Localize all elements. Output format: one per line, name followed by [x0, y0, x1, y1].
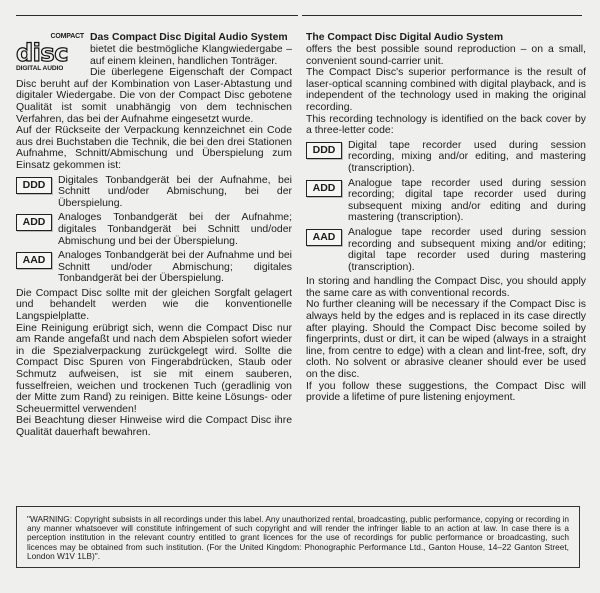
code-description: Analogue tape recorder used during session recording and subsequent mixing and/or editing; digital tape recorder used during mastering (transcription).	[348, 226, 586, 273]
code-badge-aad: AAD	[306, 229, 342, 246]
german-care-1: Die Compact Disc sollte mit der gleichen Sorgfalt gelagert und behandelt werden wie die konventionelle Langspielplatte.	[16, 287, 292, 323]
english-column	[306, 32, 586, 404]
copyright-warning-box	[16, 506, 580, 568]
english-code-aad	[306, 227, 586, 273]
english-care-2: No further cleaning will be necessary if the Compact Disc is always held by the edges and is replaced in its case directly after playing. Should the Compact Disc become soiled by fingerprints, dust or dirt, it can be wiped (always in a straight line, from centre to edge) with a clean and lint-free, soft, dry cloth. No solvent or abrasive cleaner should ever be used on the disc.	[306, 299, 586, 381]
logo-digital-audio-text: DIGITAL AUDIO	[16, 65, 64, 72]
german-heading: Das Compact Disc Digital Audio System	[90, 32, 288, 43]
german-column	[16, 32, 292, 439]
english-intro-3: This recording technology is identified on the back cover by a three-letter code:	[306, 113, 586, 137]
german-intro-3: Auf der Rückseite der Verpackung kennzeichnet ein Code aus drei Buchstaben die Technik, die bei den drei Stationen Aufnahme, Schnitt/Abmischung und Überspielung zum Einsatz gekommen ist:	[16, 125, 292, 171]
english-intro-1: offers the best possible sound reproduction – on a small, convenient sound-carrier unit.	[306, 44, 586, 67]
german-intro-2: Die überlegene Eigenschaft der Compact Disc beruht auf der Kombination von Laser-Abtastung und digitaler Wiedergabe. Die von der Compact Disc gebotene Qualität ist somit unabhängig von dem technischen Verfahren, das bei der Aufnahme eingesetzt wurde.	[16, 67, 292, 125]
code-description: Analoges Tonbandgerät bei der Aufnahme und bei Schnitt und/oder Abmischung; digitales Tonbandgerät bei der Überspielung.	[58, 250, 292, 285]
german-code-ddd	[16, 175, 292, 210]
code-badge-aad: AAD	[16, 252, 52, 269]
english-intro-2: The Compact Disc's superior performance is the result of laser-optical scanning combined with digital playback, and is independent of the technology used in making the original recording.	[306, 67, 586, 113]
compact-disc-logo	[16, 33, 84, 73]
english-code-ddd	[306, 140, 586, 175]
top-rule-right	[302, 15, 582, 16]
english-heading: The Compact Disc Digital Audio System	[306, 32, 504, 43]
english-care-1: In storing and handling the Compact Disc, you should apply the same care as with conventional records.	[306, 276, 586, 299]
german-intro-1: bietet die bestmögliche Klangwiedergabe – auf einem kleinen, handlichen Tonträger.	[90, 44, 292, 67]
english-care-3: If you follow these suggestions, the Compact Disc will provide a lifetime of pure listening enjoyment.	[306, 380, 586, 404]
code-badge-ddd: DDD	[306, 142, 342, 159]
english-code-add	[306, 178, 586, 224]
german-care-2: Eine Reinigung erübrigt sich, wenn die Compact Disc nur am Rande angefaßt und nach dem Abspielen sofort wieder in die Spezialverpackung zurückgelegt wird. Sollte die Compact Disc Spuren von Fingerabdrücken, Staub oder Schmutz aufweisen, ist sie mit einem sauberen, fusselfreien, weichen und trockenen Tuch (geradlinig von der Mitte zum Rand) zu reinigen. Bitte keine Lösungs- oder Scheuermittel verwenden!	[16, 322, 292, 415]
code-badge-ddd: DDD	[16, 177, 52, 194]
code-badge-add: ADD	[306, 180, 342, 197]
code-description: Analoges Tonbandgerät bei der Aufnahme; digitales Tonbandgerät bei Schnitt und/oder Abmischung und bei der Überspielung.	[58, 212, 292, 247]
german-code-add	[16, 212, 292, 247]
logo-disc-text: disc	[16, 39, 68, 67]
copyright-warning-text: "WARNING: Copyright subsists in all recordings under this label. Any unauthorized rental, broadcasting, public performance, copying or recording in any manner whatsoever will constitute infringement of such copyright and will render the infringer liable to an action at law. In case there is a perception institution in the relevant country entitled to grant licences for the use of recordings for public performance or broadcasting, such licences may be obtained from such institution. (For the United Kingdom: Phonographic Performance Ltd., Ganton House, 14–22 Ganton Street, London W1V 1LB)".	[27, 514, 569, 561]
german-care-3: Bei Beachtung dieser Hinweise wird die Compact Disc ihre Qualität dauerhaft bewahren.	[16, 415, 292, 438]
logo-compact-text: COMPACT	[50, 33, 84, 40]
code-badge-add: ADD	[16, 214, 52, 231]
code-description: Analogue tape recorder used during session recording; digital tape recorder used during subsequent mixing and/or editing and during mastering (transcription).	[348, 177, 586, 224]
code-description: Digitales Tonbandgerät bei der Aufnahme, bei Schnitt und/oder Abmischung, bei der Überspielung.	[58, 174, 292, 209]
german-code-aad	[16, 250, 292, 285]
top-rule-left	[16, 15, 298, 16]
code-description: Digital tape recorder used during session recording, mixing and/or editing, and mastering (transcription).	[348, 139, 586, 174]
